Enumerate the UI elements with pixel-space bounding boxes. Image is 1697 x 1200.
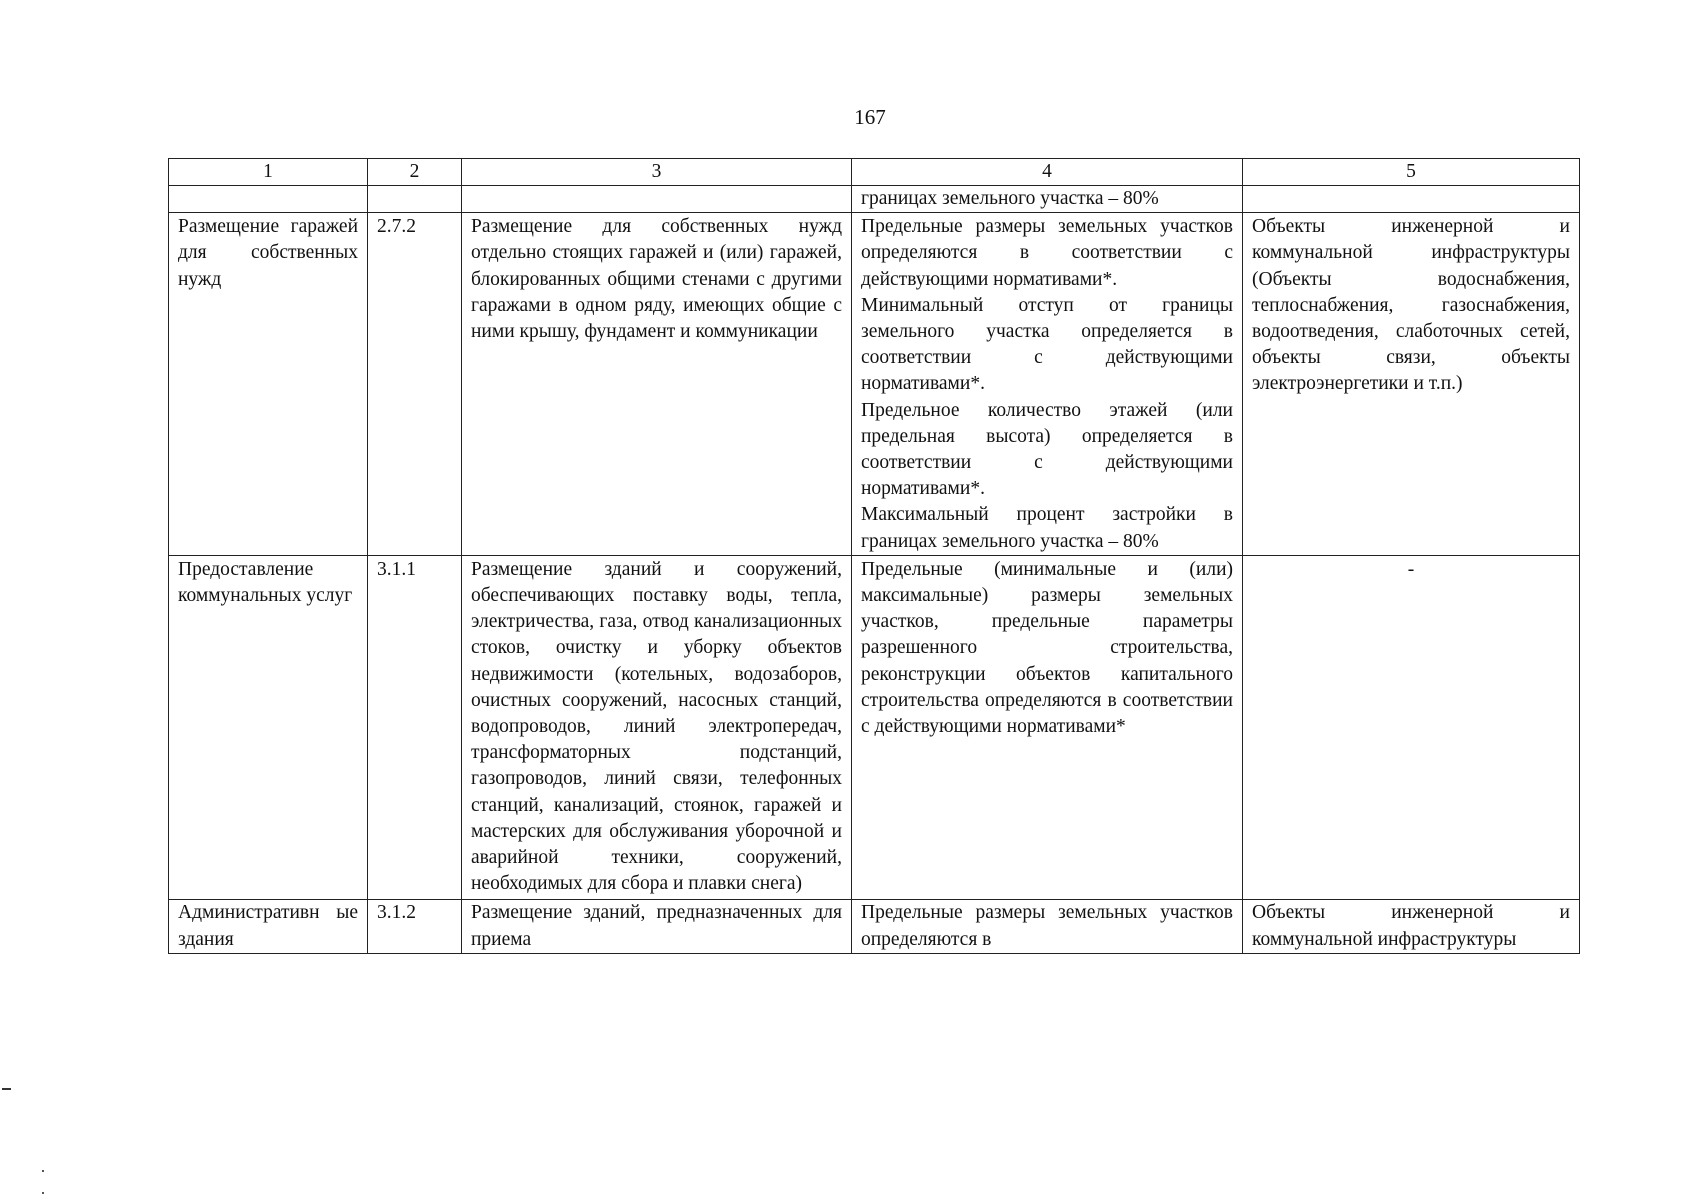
use-type-objects: -	[1243, 555, 1580, 900]
table-row	[169, 213, 1580, 556]
column-header: 1	[169, 159, 368, 186]
use-type-name: Административн ые здания	[169, 900, 368, 953]
use-type-parameters	[852, 213, 1243, 556]
parameter-paragraph: Минимальный отступ от границы земельного участка определяется в соответствии с действующими нормативами*.	[861, 294, 1233, 395]
use-type-parameters	[852, 900, 1243, 953]
parameter-paragraph: Максимальный процент застройки в границах земельного участка – 80%	[861, 504, 1233, 552]
scan-dot-mark	[42, 1192, 44, 1194]
scan-edge-mark	[2, 1088, 11, 1090]
column-header: 3	[462, 159, 852, 186]
table-header-row	[169, 159, 1580, 186]
use-type-description: Размещение зданий и сооружений, обеспечивающих поставку воды, тепла, электричества, газа, отвод канализационных стоков, очистку и уборку объектов недвижимости (котельных, водозаборов, очистных сооружений, насосных станций, водопроводов, линий электропередач, трансформаторных подстанций, газопроводов, линий связи, телефонных станций, канализаций, стоянок, гаражей и мастерских для обслуживания уборочной и аварийной техники, сооружений, необходимых для сбора и плавки снега)	[462, 555, 852, 900]
use-type-name: Размещение гаражей для собственных нужд	[169, 213, 368, 556]
use-type-description: Размещение зданий, предназначенных для приема	[462, 900, 852, 953]
use-type-code: 3.1.2	[368, 900, 462, 953]
land-use-table	[168, 158, 1580, 954]
parameter-paragraph: Предельные размеры земельных участков определяются в	[861, 902, 1233, 950]
table-row	[169, 900, 1580, 953]
column-header: 2	[368, 159, 462, 186]
scan-dot-mark	[42, 1170, 44, 1172]
table-cell	[169, 186, 368, 213]
table-row	[169, 555, 1580, 900]
column-header: 4	[852, 159, 1243, 186]
table-cell	[368, 186, 462, 213]
table-cell	[1243, 186, 1580, 213]
page-number: 167	[854, 105, 886, 129]
use-type-code: 3.1.1	[368, 555, 462, 900]
use-type-parameters	[852, 555, 1243, 900]
use-type-objects: Объекты инженерной и коммунальной инфраструктуры	[1243, 900, 1580, 953]
parameter-paragraph: Предельные размеры земельных участков определяются в соответствии с действующими нормативами*.	[861, 216, 1233, 290]
continuation-text: границах земельного участка – 80%	[852, 186, 1243, 213]
column-header: 5	[1243, 159, 1580, 186]
use-type-name: Предоставление коммунальных услуг	[169, 555, 368, 900]
parameter-paragraph: Предельное количество этажей (или предельная высота) определяется в соответствии с действующими нормативами*.	[861, 399, 1233, 500]
use-type-objects: Объекты инженерной и коммунальной инфраструктуры (Объекты водоснабжения, теплоснабжения, газоснабжения, водоотведения, слаботочных сетей, объекты связи, объекты электроэнергетики и т.п.)	[1243, 213, 1580, 556]
parameter-paragraph: Предельные (минимальные и (или) максимальные) размеры земельных участков, предельные параметры разрешенного строительства, реконструкции объектов капитального строительства определяются в соответствии с действующими нормативами*	[861, 558, 1233, 738]
continuation-row	[169, 186, 1580, 213]
table-cell	[462, 186, 852, 213]
use-type-code: 2.7.2	[368, 213, 462, 556]
use-type-description: Размещение для собственных нужд отдельно стоящих гаражей и (или) гаражей, блокированных общими стенами с другими гаражами в одном ряду, имеющих общие с ними крышу, фундамент и коммуникации	[462, 213, 852, 556]
